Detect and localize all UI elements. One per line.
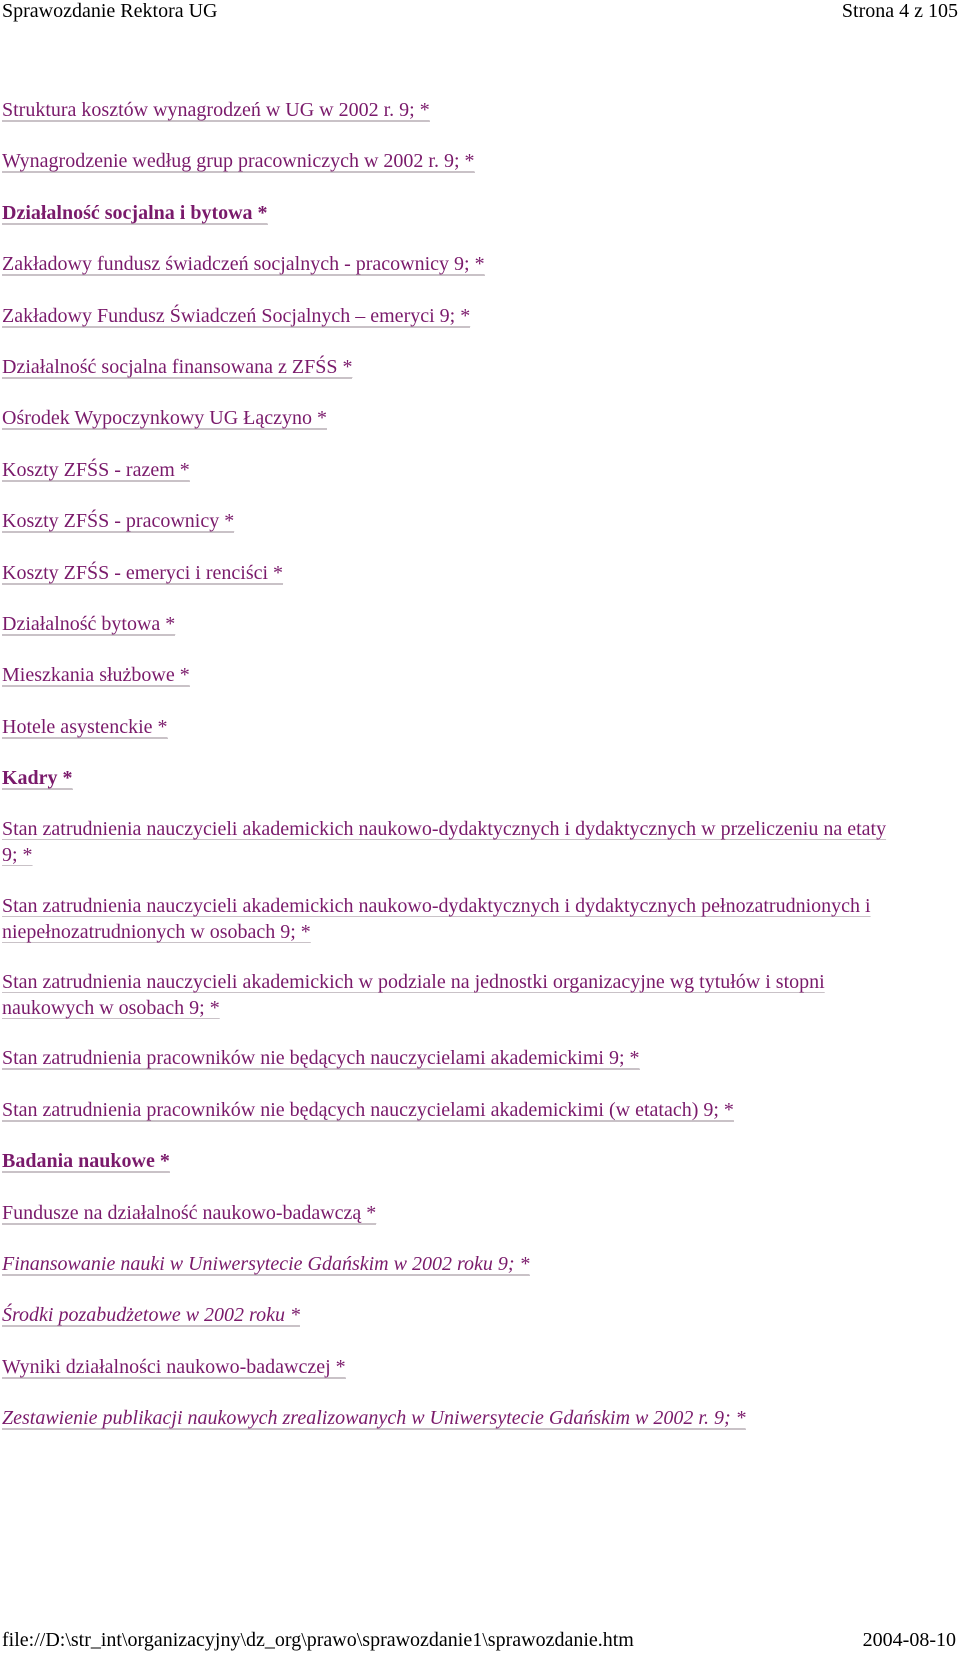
toc-link-zestawienie-publikacji[interactable]: Zestawienie publikacji naukowych zrealizowanych w Uniwersytecie Gdańskim w 2002 r. 9; * bbox=[2, 1407, 746, 1429]
page-header bbox=[0, 0, 960, 28]
toc-link-osrodek-laczyno[interactable]: Ośrodek Wypoczynkowy UG Łączyno * bbox=[2, 407, 328, 429]
toc-link-zfss-emeryci[interactable]: Zakładowy Fundusz Świadczeń Socjalnych – emeryci 9; * bbox=[2, 305, 471, 327]
toc-link-hotele-asystenckie[interactable]: Hotele asystenckie * bbox=[2, 716, 168, 738]
toc-link-koszty-zfss-pracownicy[interactable]: Koszty ZFŚS - pracownicy * bbox=[2, 510, 235, 532]
toc-link-kadry[interactable]: Kadry * bbox=[2, 767, 73, 789]
toc-link-badania-naukowe[interactable]: Badania naukowe * bbox=[2, 1150, 170, 1172]
toc-link-wynagrodzenie-grupy[interactable]: Wynagrodzenie według grup pracowniczych w 2002 r. 9; * bbox=[2, 150, 475, 172]
toc-link-dzialalnosc-socjalna-zfss[interactable]: Działalność socjalna finansowana z ZFŚS * bbox=[2, 356, 353, 378]
toc-link-dzialalnosc-bytowa[interactable]: Działalność bytowa * bbox=[2, 613, 176, 635]
toc-link-stan-zatrudnienia-jednostki[interactable]: Stan zatrudnienia nauczycieli akademickich w podziale na jednostki organizacyjne wg tytułów i stopni naukowych w osobach 9; * bbox=[2, 971, 825, 1019]
page-footer bbox=[0, 1628, 960, 1652]
page-number: Strona 4 z 105 bbox=[841, 0, 958, 22]
toc-link-stan-zatrudnienia-etaty[interactable]: Stan zatrudnienia nauczycieli akademickich naukowo-dydaktycznych i dydaktycznych w przeliczeniu na etaty 9; * bbox=[2, 818, 887, 866]
toc-link-mieszkania-sluzbowe[interactable]: Mieszkania służbowe * bbox=[2, 664, 190, 686]
toc-link-koszty-zfss-razem[interactable]: Koszty ZFŚS - razem * bbox=[2, 459, 190, 481]
print-date: 2004-08-10 bbox=[862, 1629, 956, 1651]
toc-link-dzialalnosc-socjalna-bytowa[interactable]: Działalność socjalna i bytowa * bbox=[2, 202, 268, 224]
toc-link-koszty-zfss-emeryci[interactable]: Koszty ZFŚS - emeryci i renciści * bbox=[2, 562, 284, 584]
document-title: Sprawozdanie Rektora UG bbox=[2, 0, 218, 22]
toc-link-zfss-pracownicy[interactable]: Zakładowy fundusz świadczeń socjalnych - pracownicy 9; * bbox=[2, 253, 485, 275]
toc-link-srodki-pozabudzetowe[interactable]: Środki pozabudżetowe w 2002 roku * bbox=[2, 1304, 300, 1326]
toc-link-fundusze-naukowo-badawcze[interactable]: Fundusze na działalność naukowo-badawczą * bbox=[2, 1202, 377, 1224]
file-path: file://D:\str_int\organizacyjny\dz_org\prawo\sprawozdanie1\sprawozdanie.htm bbox=[2, 1629, 634, 1651]
toc-link-pracownicy-nie-nauczyciele[interactable]: Stan zatrudnienia pracowników nie będących nauczycielami akademickimi 9; * bbox=[2, 1047, 640, 1069]
toc-link-pracownicy-nie-nauczyciele-etaty[interactable]: Stan zatrudnienia pracowników nie będących nauczycielami akademickimi (w etatach) 9; * bbox=[2, 1099, 734, 1121]
toc-link-wyniki-dzialalnosci[interactable]: Wyniki działalności naukowo-badawczej * bbox=[2, 1356, 346, 1378]
toc-link-finansowanie-nauki[interactable]: Finansowanie nauki w Uniwersytecie Gdańskim w 2002 roku 9; * bbox=[2, 1253, 530, 1275]
toc-link-stan-zatrudnienia-osoby[interactable]: Stan zatrudnienia nauczycieli akademickich naukowo-dydaktycznych i dydaktycznych pełnozatrudnionych i niepełnozatrudnionych w osobach 9; * bbox=[2, 895, 871, 943]
toc-link-koszty-wynagrodzen[interactable]: Struktura kosztów wynagrodzeń w UG w 2002 r. 9; * bbox=[2, 99, 430, 121]
